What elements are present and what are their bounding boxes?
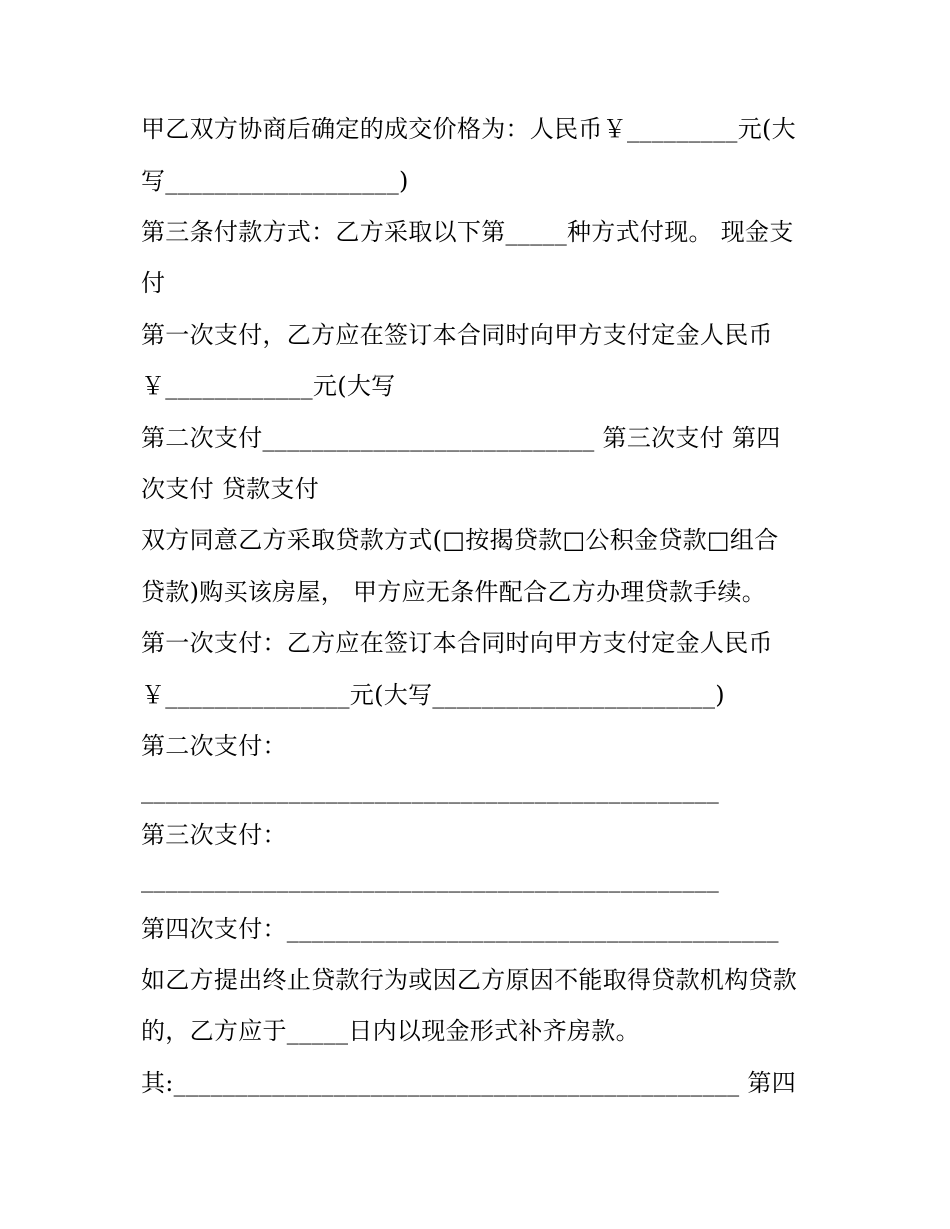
text-line-loan-termination-cont: 的，乙方应于_____日内以现金形式补齐房款。: [141, 1017, 640, 1045]
text-line-cash-first-payment: 第一次支付，乙方应在签订本合同时向甲方支付定金人民币: [141, 321, 773, 349]
text-line-loan-termination: 如乙方提出终止贷款行为或因乙方原因不能取得贷款机构贷款: [141, 966, 798, 994]
text-line-loan-types-cont: 贷款)购买该房屋， 甲方应无条件配合乙方办理贷款手续。: [141, 578, 767, 606]
text-line-loan-types: 双方同意乙方采取贷款方式(□按揭贷款□公积金贷款□组合: [141, 526, 779, 554]
text-line-article-three: 第三条付款方式：乙方采取以下第_____种方式付现。 现金支: [141, 218, 794, 246]
text-line-loan-fourth-payment: 第四次支付：________________________________________: [141, 915, 779, 943]
text-line-loan-first-payment: 第一次支付：乙方应在签订本合同时向甲方支付定金人民币: [141, 629, 773, 657]
text-line-other: 其:______________________________________________ 第四: [141, 1069, 797, 1097]
text-line-loan-second-payment: 第二次支付：: [141, 732, 287, 760]
text-line-cash-fourth-loan: 次支付 贷款支付: [141, 475, 320, 503]
text-line-loan-third-payment: 第三次支付：: [141, 821, 287, 849]
text-line-article-three-cont: 付: [141, 269, 166, 297]
text-line-price: 甲乙双方协商后确定的成交价格为：人民币￥_________元(大: [141, 115, 796, 143]
text-line-loan-second-blank: _______________________________________________: [141, 776, 720, 804]
text-line-loan-third-blank: _______________________________________________: [141, 865, 720, 893]
text-line-cash-first-amount: ￥____________元(大写: [141, 372, 396, 400]
text-line-price-words: 写___________________): [141, 167, 409, 195]
text-line-loan-first-amount: ￥_______________元(大写_______________________): [141, 681, 725, 709]
text-line-cash-second-payment: 第二次支付___________________________ 第三次支付 第四: [141, 424, 781, 452]
